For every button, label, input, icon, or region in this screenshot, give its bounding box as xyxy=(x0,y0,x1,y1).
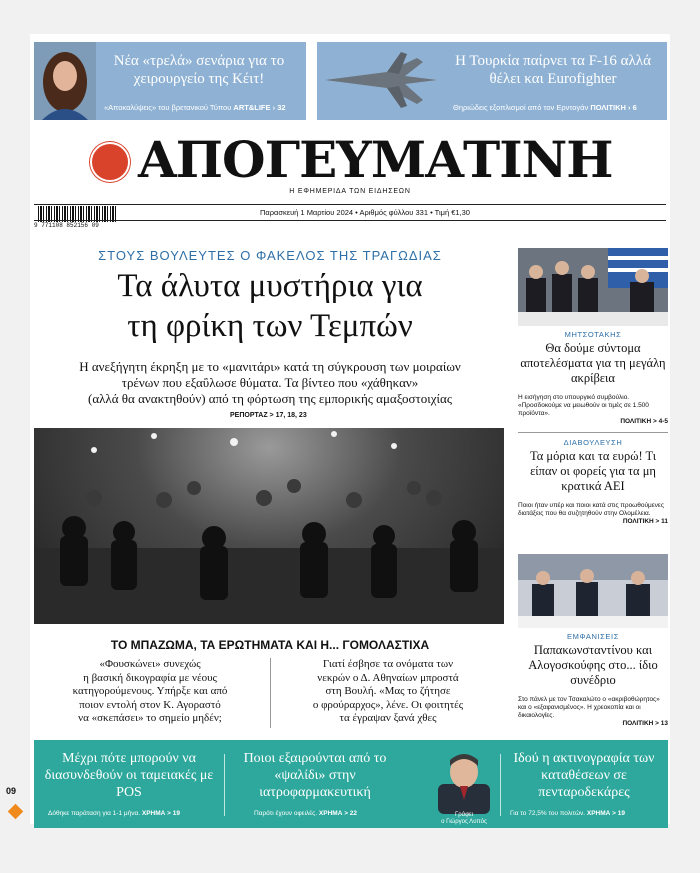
cartoonist-avatar xyxy=(434,750,494,814)
barcode-number: 9 771108 852156 09 xyxy=(34,222,99,229)
lead-kicker: ΣΤΟΥΣ ΒΟΥΛΕΥΤΕΣ Ο ΦΑΚΕΛΟΣ ΤΗΣ ΤΡΑΓΩΔΙΑΣ xyxy=(98,248,442,263)
sidebar-source: ΠΟΛΙΤΙΚΗ > 11 xyxy=(622,518,668,525)
masthead-subtitle: Η ΕΦΗΜΕΡΙΔΑ ΤΩΝ ΕΙΔΗΣΕΩΝ xyxy=(289,188,411,195)
newspaper-front-page xyxy=(30,34,670,824)
lead-deck xyxy=(36,359,504,407)
bottom-band xyxy=(34,740,668,828)
lead-column-right xyxy=(288,658,488,726)
band-story-pharma[interactable]: Ποιοι εξαιρούνται από το «ψαλίδι» στην ιατροφαρμακευτική xyxy=(243,751,387,800)
sidebar-text: Ποιοι ήταν υπέρ και ποιοι κατά στις προωθούμενες διατάξεις που θα συζητηθούν στην Ολομέλεια. xyxy=(518,502,664,517)
band-sub-pharma: Παρότι έχουν οφειλές. ΧΡΗΜΑ > 22 xyxy=(254,810,358,817)
column-line: Γιατί έσβησε τα ονόματα των xyxy=(322,658,454,670)
column-line: «Φουσκώνει» συνεχώς xyxy=(99,658,201,670)
lead-refs: ΡΕΠΟΡΤΑΖ > 17, 18, 23 xyxy=(230,412,307,419)
column-line: νεκρών ο Δ. Αθηναίων μπροστά xyxy=(317,671,459,684)
masthead-rule-top xyxy=(34,204,666,205)
column-line: κατηγορούμενους. Υπήρξε και από xyxy=(72,685,228,697)
kate-portrait-image xyxy=(34,42,96,120)
cartoon-caption-line: ο Γιώργος Λυπός xyxy=(441,819,487,825)
cabinet-photo-drawing xyxy=(518,248,668,326)
sidebar-text: Στο πάνελ με τον Τσακαλώτο ο «ακριβοθώρητος» και ο «εξαφανισμένος». Η χρεοκοπία και οι δικαιολογίες. xyxy=(518,696,660,719)
sidebar-source: ΠΟΛΙΤΙΚΗ > 13 xyxy=(622,720,668,727)
sidebar-story-consultation[interactable] xyxy=(518,438,668,525)
band-sub-deposits: Για το 72,5% του πολιτών. ΧΡΗΜΑ > 19 xyxy=(510,810,626,817)
band-sub-pos: Δόθηκε παράταση για 1-1 μήνα. ΧΡΗΜΑ > 19 xyxy=(48,810,180,817)
sidebar-category: ΜΗΤΣΟΤΑΚΗΣ xyxy=(564,330,622,339)
vigil-photo xyxy=(34,428,504,624)
sidebar-category: ΕΜΦΑΝΙΣΕΙΣ xyxy=(567,632,619,641)
sidebar-category: ΔΙΑΒΟΥΛΕΥΣΗ xyxy=(563,438,623,447)
lead-deck-line: (αλλά θα ανακτηθούν) από τη φόρτωση της εμπορικής αμαξοστοιχίας xyxy=(87,391,453,406)
band-story-deposits[interactable]: Ιδού η ακτινογραφία των καταθέσεων σε πενταροδεκάρες xyxy=(513,751,655,800)
sidebar-title: Θα δούμε σύντομα αποτελέσματα για τη μεγάλη ακρίβεια xyxy=(520,341,666,385)
teaser-kate[interactable] xyxy=(34,42,306,120)
page-number: 09 xyxy=(6,786,17,796)
lead-column-left xyxy=(50,658,250,726)
column-line: ποιον εντολή στον Κ. Αγοραστό xyxy=(79,698,221,711)
sidebar-photo-cabinet xyxy=(518,248,668,326)
fighter-jet-image xyxy=(317,42,445,120)
teaser-turkey-title: Η Τουρκία παίρνει τα F-16 αλλά θέλει και Eurofighter xyxy=(455,53,651,87)
band-story-pos[interactable]: Μέχρι πότε μπορούν να διασυνδεθούν οι ταμειακές με POS xyxy=(44,751,214,800)
band-divider xyxy=(500,754,501,816)
masthead-title: ΑΠΟΓΕΥΜΑΤΙΝΗ xyxy=(138,130,613,189)
lead-headline[interactable] xyxy=(40,266,500,346)
issue-line: Παρασκευή 1 Μαρτίου 2024 • Αριθμός φύλλου 331 • Τιμή €1,30 xyxy=(260,208,470,217)
masthead-rule-bottom xyxy=(34,220,666,221)
vigil-photo-drawing xyxy=(34,428,504,624)
cartoon-caption xyxy=(434,812,494,826)
sidebar-story-mitsotakis[interactable] xyxy=(518,330,668,425)
sidebar-title: Παπακωνσταντίνου και Αλογοσκούφης στο... ίδιο συνέδριο xyxy=(528,643,658,687)
teaser-kate-sub: «Αποκαλύψεις» του βρετανικού Τύπου ART&LIFE › 32 xyxy=(104,103,286,112)
masthead-logo-icon xyxy=(90,142,130,182)
lead-headline-line: τη φρίκη των Τεμπών xyxy=(127,308,413,344)
sidebar-photo-conference xyxy=(518,554,668,628)
conference-photo-drawing xyxy=(518,554,668,628)
teaser-turkey[interactable] xyxy=(317,42,667,120)
column-line: να «σκεπάσει» το σημείο μηδέν; xyxy=(78,712,222,724)
column-line: η βασική δικογραφία με νέους xyxy=(83,671,217,684)
lead-deck-line: τρένων που εξαΰλωσε θύματα. Τα βίντεο που «χάθηκαν» xyxy=(121,375,419,390)
lead-subhead: ΤΟ ΜΠΑΖΩΜΑ, ΤΑ ΕΡΩΤΗΜΑΤΑ ΚΑΙ Η... ΓΟΜΟΛΑΣΤΙΧΑ xyxy=(110,638,430,652)
page-diamond-icon xyxy=(8,804,24,820)
sidebar-text: Η εισήγηση στο υπουργικό συμβούλιο. «Προσδοκούμε να μειωθούν οι τιμές σε 1.500 προϊόντα». xyxy=(518,394,649,417)
lead-headline-line: Τα άλυτα μυστήρια για xyxy=(117,268,423,304)
teaser-turkey-sub: Θηριώδεις εξοπλισμοί από τον Ερντογάν ΠΟΛΙΤΙΚΗ › 6 xyxy=(453,103,637,112)
band-divider xyxy=(224,754,225,816)
column-line: τα έγραψαν ξανά χθες xyxy=(339,712,437,724)
column-line: στη Βουλή. «Μας το ζήτησε xyxy=(325,685,451,697)
sidebar-source: ΠΟΛΙΤΙΚΗ > 4-5 xyxy=(620,418,668,425)
lead-deck-line: Η ανεξήγητη έκρηξη με το «μανιτάρι» κατά τη σύγκρουση των μοιραίων xyxy=(79,359,461,374)
sidebar-title: Τα μόρια και τα ευρώ! Τι είπαν οι φορείς για τα μη κρατικά ΑΕΙ xyxy=(529,449,657,493)
cartoon-caption-line: Γράφει xyxy=(454,812,474,818)
column-divider xyxy=(270,658,271,728)
sidebar-divider xyxy=(518,432,668,433)
teaser-kate-title: Νέα «τρελά» σενάρια για το χειρουργείο της Κέιτ! xyxy=(113,53,285,87)
sidebar-story-conference[interactable] xyxy=(518,632,668,727)
column-line: ο φρούραρχος», λένε. Οι φοιτητές xyxy=(312,698,464,711)
